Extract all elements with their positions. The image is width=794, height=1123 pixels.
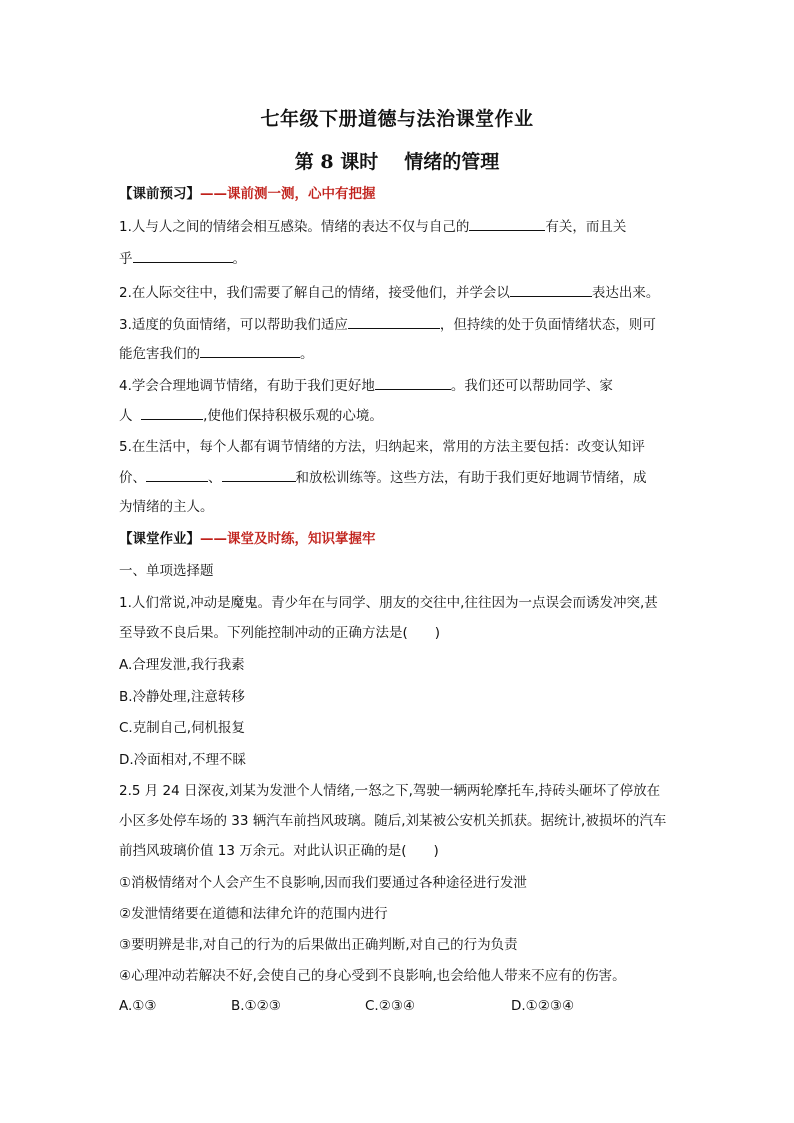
preview-q5-line1: 5.在生活中，每个人都有调节情绪的方法，归纳起来，常用的方法主要包括：改变认知评: [119, 439, 645, 455]
q2-option-b[interactable]: B.①②③: [231, 998, 281, 1014]
answer-blank[interactable]: [510, 282, 592, 297]
q2-option-a[interactable]: A.①③: [119, 998, 157, 1014]
q1-option-b[interactable]: B.冷静处理,注意转移: [119, 689, 245, 705]
classwork-section-heading: [119, 529, 679, 549]
worksheet-title: 七年级下册道德与法治课堂作业: [260, 108, 534, 130]
answer-blank[interactable]: [200, 343, 300, 358]
answer-blank[interactable]: [146, 467, 208, 482]
answer-blank[interactable]: [348, 314, 440, 329]
q2-statement-2: ②发泄情绪要在道德和法律允许的范围内进行: [119, 906, 388, 922]
answer-blank[interactable]: [222, 467, 296, 482]
q2-statement-3: ③要明辨是非,对自己的行为的后果做出正确判断,对自己的行为负责: [119, 937, 518, 953]
q2-stem-line3: 前挡风玻璃价值 13 万余元。对此认识正确的是( ): [119, 843, 439, 859]
q1-option-d[interactable]: D.冷面相对,不理不睬: [119, 752, 246, 768]
classwork-slogan: ——课堂及时练，知识掌握牢: [200, 531, 376, 547]
preview-q3-line2: 能危害我们的 。: [119, 343, 679, 364]
question-type-heading: 一、单项选择题: [119, 563, 214, 579]
q2-stem-line1: 2.5 月 24 日深夜,刘某为发泄个人情绪,一怒之下,驾驶一辆两轮摩托车,持砖头砸坏了停放在: [119, 783, 661, 799]
preview-heading: 【课前预习】: [119, 186, 200, 202]
answer-blank[interactable]: [141, 405, 203, 420]
q2-statement-1: ①消极情绪对个人会产生不良影响,因而我们要通过各种途径进行发泄: [119, 875, 527, 891]
preview-q1-line1: 1.人与人之间的情绪会相互感染。情绪的表达不仅与自己的 有关，而且关: [119, 216, 679, 237]
q2-option-d[interactable]: D.①②③④: [511, 998, 575, 1014]
q1-stem-line2: 至导致不良后果。下列能控制冲动的正确方法是( ): [119, 625, 441, 641]
preview-slogan: ——课前测一测，心中有把握: [200, 186, 376, 202]
q2-statement-4: ④心理冲动若解决不好,会使自己的身心受到不良影响,也会给他人带来不应有的伤害。: [119, 968, 626, 984]
answer-blank[interactable]: [469, 216, 545, 231]
q1-option-a[interactable]: A.合理发泄,我行我素: [119, 657, 245, 673]
q1-stem-line1: 1.人们常说,冲动是魔鬼。青少年在与同学、朋友的交往中,往往因为一点误会而诱发冲突,甚: [119, 595, 658, 611]
preview-section-heading: [119, 184, 679, 204]
preview-q5-line3: 为情绪的主人。: [119, 499, 214, 515]
preview-q5-line2: 价、 、 和放松训练等。这些方法，有助于我们更好地调节情绪，成: [119, 467, 679, 488]
lesson-title: [0, 147, 794, 174]
lesson-name: 情绪的管理: [404, 151, 500, 173]
preview-q2: 2.在人际交往中，我们需要了解自己的情绪，接受他们，并学会以 表达出来。: [119, 282, 679, 303]
preview-q4-line2: 人 ,使他们保持积极乐观的心境。: [119, 405, 679, 426]
preview-q3-line1: 3.适度的负面情绪，可以帮助我们适应 ，但持续的处于负面情绪状态，则可: [119, 314, 679, 335]
preview-q4-line1: 4.学会合理地调节情绪，有助于我们更好地 。我们还可以帮助同学、家: [119, 375, 679, 396]
answer-blank[interactable]: [375, 375, 451, 390]
q1-option-c[interactable]: C.克制自己,伺机报复: [119, 720, 246, 736]
answer-blank[interactable]: [133, 248, 233, 263]
preview-q1-line2: 乎 。: [119, 248, 679, 269]
q2-stem-line2: 小区多处停车场的 33 辆汽车前挡风玻璃。随后,刘某被公安机关抓获。据统计,被损坏的汽车: [119, 813, 667, 829]
q2-option-c[interactable]: C.②③④: [365, 998, 416, 1014]
lesson-number: 第 8 课时: [294, 151, 379, 173]
classwork-heading: 【课堂作业】: [119, 531, 200, 547]
